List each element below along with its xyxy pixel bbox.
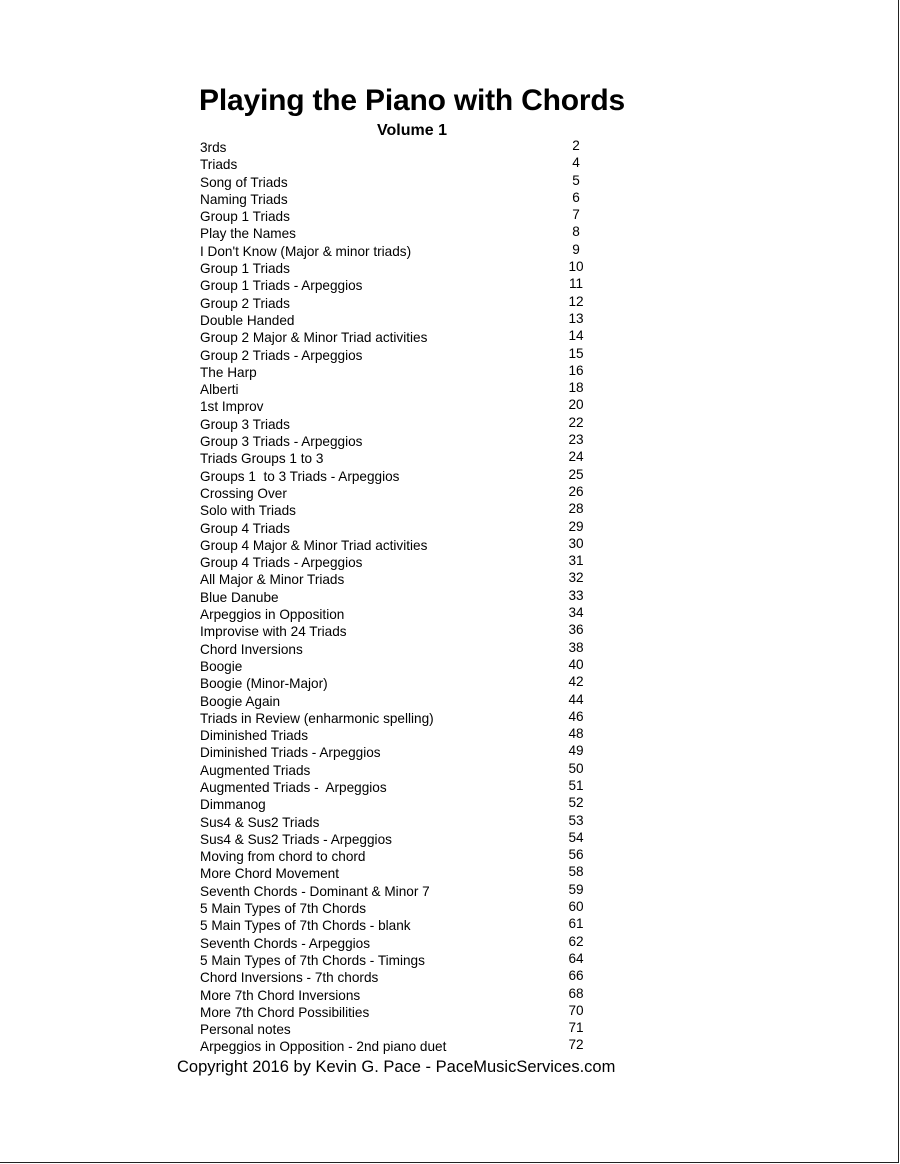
toc-entry-title: Group 1 Triads [200,261,290,277]
toc-entry [200,1038,600,1055]
toc-entry [200,191,600,208]
toc-entry-title: Improvise with 24 Triads [200,624,347,640]
toc-entry [200,502,600,519]
toc-entry-page-number: 11 [568,276,584,292]
toc-entry-title: Sus4 & Sus2 Triads [200,814,320,830]
toc-entry-page-number: 32 [568,570,584,586]
toc-entry-page-number: 61 [568,916,584,932]
toc-entry-page-number: 29 [568,518,584,534]
toc-entry-page-number: 30 [568,535,584,551]
toc-entry-title: Triads in Review (enharmonic spelling) [200,710,434,726]
toc-entry-page-number: 42 [568,674,584,690]
toc-entry-title: I Don't Know (Major & minor triads) [200,243,412,259]
toc-entry-title: Group 4 Triads [200,520,290,536]
toc-entry [200,1004,600,1021]
toc-entry-page-number: 54 [568,829,584,845]
toc-entry [200,883,600,900]
toc-entry-page-number: 5 [572,172,580,188]
toc-entry-title: The Harp [200,364,257,380]
toc-entry-title: Boogie Again [200,693,281,709]
toc-entry-page-number: 7 [572,207,580,223]
toc-entry [200,225,600,242]
toc-entry-page-number: 20 [568,397,584,413]
toc-entry-title: Group 4 Triads - Arpeggios [200,555,363,571]
toc-entry [200,347,600,364]
toc-entry-title: Solo with Triads [200,503,296,519]
toc-entry-page-number: 18 [568,380,584,396]
toc-entry [200,520,600,537]
toc-entry-page-number: 50 [568,760,584,776]
document-subtitle: Volume 1 [377,122,447,139]
toc-entry [200,710,600,727]
toc-entry-page-number: 52 [568,795,584,811]
toc-entry-title: Group 4 Major & Minor Triad activities [200,537,428,553]
toc-entry [200,174,600,191]
toc-entry [200,208,600,225]
toc-entry-page-number: 31 [568,553,584,569]
toc-entry-title: Triads Groups 1 to 3 [200,451,324,467]
toc-entry [200,589,600,606]
toc-entry [200,260,600,277]
toc-entry-title: All Major & Minor Triads [200,572,345,588]
toc-entry [200,606,600,623]
toc-entry-title: More 7th Chord Inversions [200,987,361,1003]
toc-entry-title: Diminished Triads - Arpeggios [200,745,381,761]
toc-entry [200,450,600,467]
toc-entry-page-number: 12 [568,293,584,309]
toc-entry [200,485,600,502]
toc-entry-title: Alberti [200,382,239,398]
toc-entry [200,156,600,173]
toc-entry [200,987,600,1004]
toc-entry-page-number: 23 [568,432,584,448]
toc-entry-page-number: 22 [568,414,584,430]
toc-entry-title: Seventh Chords - Arpeggios [200,935,371,951]
toc-entry [200,277,600,294]
toc-entry [200,623,600,640]
toc-entry-page-number: 15 [568,345,584,361]
toc-entry [200,865,600,882]
toc-entry-page-number: 36 [568,622,584,638]
toc-entry-page-number: 72 [568,1037,584,1053]
toc-entry-page-number: 64 [568,950,584,966]
toc-entry-title: 3rds [200,140,227,155]
toc-entry-title: Boogie [200,658,243,674]
toc-entry-title: More Chord Movement [200,866,340,882]
toc-entry [200,398,600,415]
toc-entry-title: Diminished Triads [200,728,309,744]
toc-entry-title: Group 2 Major & Minor Triad activities [200,330,428,346]
toc-entry [200,779,600,796]
toc-entry-title: Augmented Triads [200,762,311,778]
toc-entry [200,952,600,969]
toc-entry [200,762,600,779]
toc-entry-page-number: 9 [572,241,580,257]
toc-entry-title: Crossing Over [200,485,287,501]
toc-entry-page-number: 53 [568,812,584,828]
toc-entry-title: Chord Inversions - 7th chords [200,970,379,986]
toc-entry-title: 5 Main Types of 7th Chords - Timings [200,952,425,968]
toc-entry-page-number: 16 [568,362,584,378]
toc-entry-title: Group 3 Triads - Arpeggios [200,434,363,450]
toc-entry [200,848,600,865]
toc-entry-page-number: 38 [568,639,584,655]
toc-entry-page-number: 2 [572,138,580,153]
toc-entry-title: Augmented Triads - Arpeggios [200,779,387,795]
toc-entry-page-number: 14 [568,328,584,344]
toc-entry [200,416,600,433]
toc-entry-page-number: 28 [568,501,584,517]
toc-entry [200,381,600,398]
toc-entry-page-number: 13 [568,310,584,326]
toc-entry [200,814,600,831]
table-of-contents [200,139,600,1056]
toc-entry-page-number: 56 [568,847,584,863]
toc-entry [200,796,600,813]
toc-entry [200,364,600,381]
toc-entry-title: Double Handed [200,312,295,328]
toc-entry-title: Chord Inversions [200,641,303,657]
copyright-notice: Copyright 2016 by Kevin G. Pace - PaceMusicServices.com [177,1058,616,1076]
toc-entry-title: Naming Triads [200,191,288,207]
toc-entry-page-number: 62 [568,933,584,949]
toc-entry-title: Boogie (Minor-Major) [200,676,328,692]
toc-entry-page-number: 25 [568,466,584,482]
toc-entry [200,329,600,346]
toc-entry-title: Moving from chord to chord [200,849,366,865]
toc-entry-title: Groups 1 to 3 Triads - Arpeggios [200,468,400,484]
toc-entry-page-number: 24 [568,449,584,465]
toc-entry-page-number: 33 [568,587,584,603]
toc-entry-page-number: 10 [568,259,584,275]
toc-entry [200,139,600,156]
toc-entry [200,727,600,744]
toc-entry [200,744,600,761]
toc-entry [200,935,600,952]
toc-entry [200,537,600,554]
toc-entry [200,658,600,675]
toc-entry [200,243,600,260]
toc-entry [200,468,600,485]
toc-entry-page-number: 70 [568,1002,584,1018]
toc-entry-title: Triads [200,157,238,173]
toc-entry-page-number: 46 [568,708,584,724]
toc-entry-title: Group 1 Triads - Arpeggios [200,278,363,294]
toc-entry [200,433,600,450]
toc-entry-page-number: 34 [568,605,584,621]
toc-entry-page-number: 58 [568,864,584,880]
toc-entry [200,900,600,917]
toc-entry [200,675,600,692]
toc-entry-title: Group 2 Triads - Arpeggios [200,347,363,363]
toc-entry [200,693,600,710]
toc-entry-page-number: 6 [572,189,580,205]
document-title: Playing the Piano with Chords [199,84,625,117]
toc-entry-page-number: 51 [568,777,584,793]
toc-entry [200,1021,600,1038]
toc-entry [200,917,600,934]
toc-entry-page-number: 60 [568,899,584,915]
toc-entry-page-number: 4 [572,155,580,171]
toc-entry-page-number: 40 [568,656,584,672]
toc-entry-title: Group 2 Triads [200,295,290,311]
toc-entry-title: 1st Improv [200,399,264,415]
toc-entry [200,554,600,571]
toc-entry-title: Seventh Chords - Dominant & Minor 7 [200,883,430,899]
toc-entry [200,571,600,588]
toc-entry [200,295,600,312]
toc-entry-page-number: 59 [568,881,584,897]
toc-entry-title: Song of Triads [200,174,288,190]
toc-entry-title: Play the Names [200,226,296,242]
toc-entry-title: More 7th Chord Possibilities [200,1004,370,1020]
toc-entry-page-number: 48 [568,726,584,742]
toc-entry-page-number: 68 [568,985,584,1001]
toc-entry-page-number: 49 [568,743,584,759]
toc-entry-title: 5 Main Types of 7th Chords [200,901,366,917]
toc-entry-page-number: 66 [568,968,584,984]
toc-entry [200,969,600,986]
toc-entry-title: Sus4 & Sus2 Triads - Arpeggios [200,831,392,847]
toc-entry-page-number: 26 [568,483,584,499]
toc-entry-title: 5 Main Types of 7th Chords - blank [200,918,411,934]
toc-entry-title: Dimmanog [200,797,266,813]
toc-entry [200,641,600,658]
toc-entry [200,312,600,329]
toc-entry-title: Personal notes [200,1022,291,1038]
toc-entry-page-number: 44 [568,691,584,707]
toc-entry-page-number: 8 [572,224,580,240]
toc-entry-title: Blue Danube [200,589,279,605]
toc-entry-title: Arpeggios in Opposition [200,607,345,623]
toc-entry-title: Arpeggios in Opposition - 2nd piano duet [200,1039,447,1055]
toc-entry [200,831,600,848]
toc-entry-title: Group 1 Triads [200,209,290,225]
toc-entry-title: Group 3 Triads [200,416,290,432]
toc-entry-page-number: 71 [568,1020,584,1036]
